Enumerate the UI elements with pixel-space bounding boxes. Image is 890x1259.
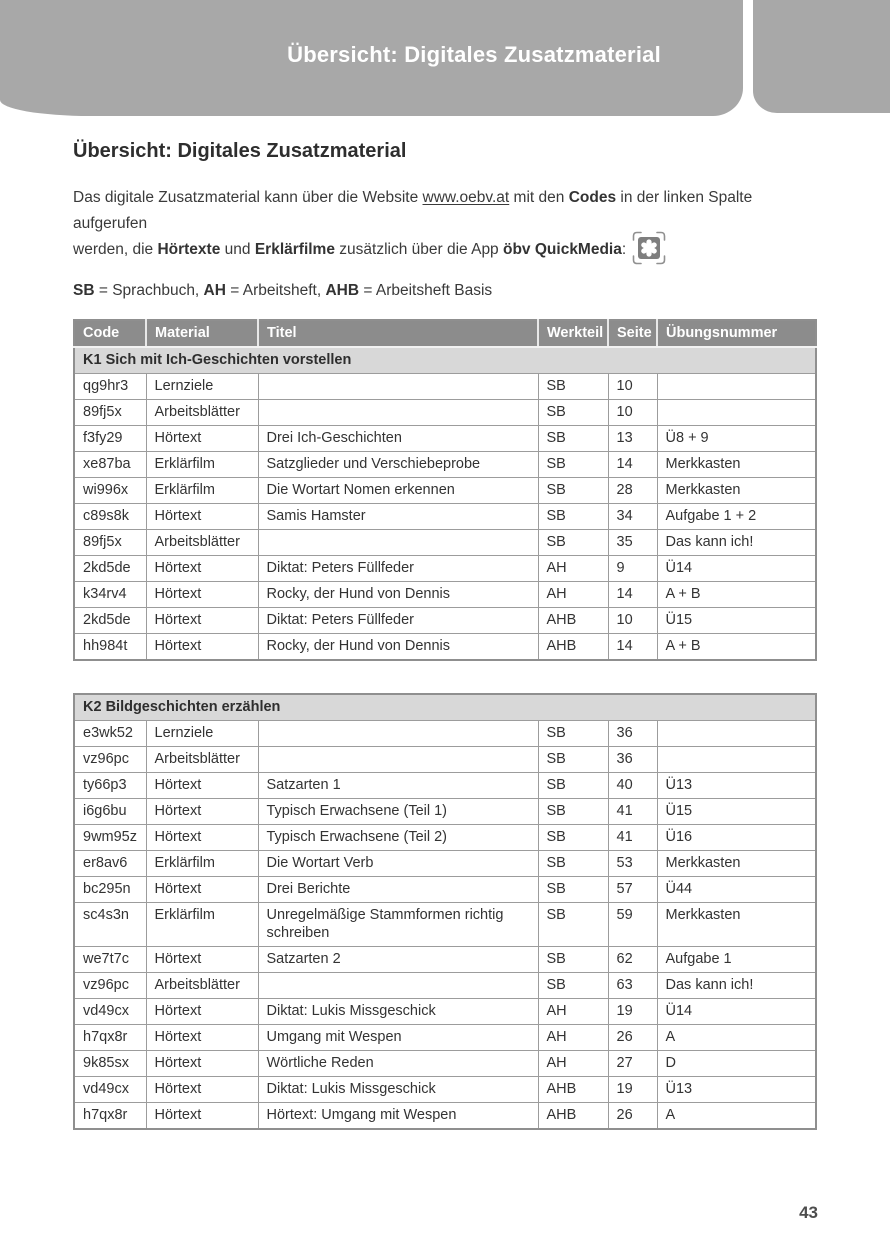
titel-cell: Wörtliche Reden <box>258 1051 538 1077</box>
material-cell: Hörtext <box>146 799 258 825</box>
legend-text: = Arbeitsheft Basis <box>359 282 493 299</box>
werkteil-cell: AHB <box>538 608 608 634</box>
code-cell: vd49cx <box>74 999 146 1025</box>
intro-paragraph <box>73 185 815 263</box>
titel-cell: Diktat: Lukis Missgeschick <box>258 1077 538 1103</box>
section-row-k1 <box>74 347 816 374</box>
oebv-website-link[interactable]: www.oebv.at <box>422 189 510 206</box>
table-row <box>74 1103 816 1130</box>
material-cell: Hörtext <box>146 1077 258 1103</box>
uebungsnummer-cell <box>657 374 816 400</box>
werkteil-cell: SB <box>538 400 608 426</box>
material-cell: Hörtext <box>146 504 258 530</box>
code-cell: 2kd5de <box>74 556 146 582</box>
table-row <box>74 556 816 582</box>
code-cell: qg9hr3 <box>74 374 146 400</box>
code-cell: i6g6bu <box>74 799 146 825</box>
titel-cell: Unregelmäßige Stammformen richtig schreiben <box>258 903 538 947</box>
werkteil-cell: SB <box>538 747 608 773</box>
werkteil-cell: AHB <box>538 1103 608 1130</box>
table-row <box>74 903 816 947</box>
table-row <box>74 747 816 773</box>
seite-cell: 14 <box>608 452 657 478</box>
table-row <box>74 877 816 903</box>
werkteil-cell: AH <box>538 1051 608 1077</box>
werkteil-cell: SB <box>538 504 608 530</box>
uebungsnummer-cell: Das kann ich! <box>657 530 816 556</box>
titel-cell: Hörtext: Umgang mit Wespen <box>258 1103 538 1130</box>
uebungsnummer-cell: Das kann ich! <box>657 973 816 999</box>
seite-cell: 9 <box>608 556 657 582</box>
seite-cell: 28 <box>608 478 657 504</box>
seite-cell: 26 <box>608 1103 657 1130</box>
code-cell: k34rv4 <box>74 582 146 608</box>
banner-title: Übersicht: Digitales Zusatzmaterial <box>287 42 661 67</box>
titel-cell: Diktat: Lukis Missgeschick <box>258 999 538 1025</box>
titel-cell: Diktat: Peters Füllfeder <box>258 608 538 634</box>
seite-cell: 41 <box>608 825 657 851</box>
column-header-titel: Titel <box>258 320 538 347</box>
seite-cell: 36 <box>608 747 657 773</box>
table-body-k2 <box>74 721 816 1130</box>
werkteil-cell: SB <box>538 973 608 999</box>
werkteil-cell: SB <box>538 877 608 903</box>
uebungsnummer-cell: Ü13 <box>657 1077 816 1103</box>
intro-text: in der linken Spalte aufgerufen <box>73 189 753 232</box>
code-cell: c89s8k <box>74 504 146 530</box>
titel-cell: Umgang mit Wespen <box>258 1025 538 1051</box>
werkteil-cell: SB <box>538 851 608 877</box>
quickmedia-app-icon <box>632 231 666 265</box>
uebungsnummer-cell: Ü13 <box>657 773 816 799</box>
titel-cell <box>258 721 538 747</box>
material-cell: Arbeitsblätter <box>146 747 258 773</box>
material-cell: Hörtext <box>146 1051 258 1077</box>
uebungsnummer-cell: Aufgabe 1 + 2 <box>657 504 816 530</box>
material-table-k1 <box>73 319 817 661</box>
section-title: K1 Sich mit Ich-Geschichten vorstellen <box>74 347 816 374</box>
code-cell: 9k85sx <box>74 1051 146 1077</box>
seite-cell: 63 <box>608 973 657 999</box>
material-cell: Hörtext <box>146 947 258 973</box>
code-cell: 9wm95z <box>74 825 146 851</box>
titel-cell: Die Wortart Verb <box>258 851 538 877</box>
table-row <box>74 721 816 747</box>
uebungsnummer-cell: Ü14 <box>657 556 816 582</box>
column-header-material: Material <box>146 320 258 347</box>
intro-text: werden, die <box>73 241 158 258</box>
table-row <box>74 1077 816 1103</box>
material-table-k2 <box>73 693 817 1130</box>
header-banner-tab <box>753 0 890 113</box>
column-header-code: Code <box>74 320 146 347</box>
werkteil-cell: SB <box>538 452 608 478</box>
abbreviation-legend <box>73 278 815 304</box>
titel-cell <box>258 530 538 556</box>
uebungsnummer-cell: A <box>657 1025 816 1051</box>
material-cell: Hörtext <box>146 634 258 661</box>
titel-cell: Satzarten 1 <box>258 773 538 799</box>
table-row <box>74 973 816 999</box>
table-row <box>74 400 816 426</box>
titel-cell: Drei Ich-Geschichten <box>258 426 538 452</box>
titel-cell: Diktat: Peters Füllfeder <box>258 556 538 582</box>
seite-cell: 10 <box>608 400 657 426</box>
titel-cell <box>258 400 538 426</box>
uebungsnummer-cell: A <box>657 1103 816 1130</box>
column-header-seite: Seite <box>608 320 657 347</box>
seite-cell: 19 <box>608 999 657 1025</box>
werkteil-cell: SB <box>538 903 608 947</box>
code-cell: f3fy29 <box>74 426 146 452</box>
werkteil-cell: AH <box>538 999 608 1025</box>
code-cell: hh984t <box>74 634 146 661</box>
content-area <box>73 140 815 1130</box>
section-title: K2 Bildgeschichten erzählen <box>74 694 816 721</box>
uebungsnummer-cell: Ü15 <box>657 799 816 825</box>
code-cell: e3wk52 <box>74 721 146 747</box>
werkteil-cell: SB <box>538 773 608 799</box>
table-row <box>74 799 816 825</box>
werkteil-cell: AH <box>538 556 608 582</box>
code-cell: ty66p3 <box>74 773 146 799</box>
uebungsnummer-cell: Ü15 <box>657 608 816 634</box>
material-cell: Lernziele <box>146 374 258 400</box>
page-title: Übersicht: Digitales Zusatzmaterial <box>73 140 407 162</box>
titel-cell <box>258 747 538 773</box>
seite-cell: 13 <box>608 426 657 452</box>
legend-ahb: AHB <box>325 282 360 299</box>
table-row <box>74 374 816 400</box>
seite-cell: 35 <box>608 530 657 556</box>
table-header <box>74 320 816 347</box>
table-row <box>74 825 816 851</box>
uebungsnummer-cell: Ü16 <box>657 825 816 851</box>
werkteil-cell: SB <box>538 825 608 851</box>
uebungsnummer-cell <box>657 400 816 426</box>
titel-cell: Rocky, der Hund von Dennis <box>258 582 538 608</box>
uebungsnummer-cell: Ü8 + 9 <box>657 426 816 452</box>
seite-cell: 57 <box>608 877 657 903</box>
material-cell: Erklärfilm <box>146 478 258 504</box>
titel-cell: Typisch Erwachsene (Teil 2) <box>258 825 538 851</box>
seite-cell: 36 <box>608 721 657 747</box>
material-cell: Lernziele <box>146 721 258 747</box>
seite-cell: 53 <box>608 851 657 877</box>
seite-cell: 41 <box>608 799 657 825</box>
seite-cell: 14 <box>608 582 657 608</box>
uebungsnummer-cell <box>657 721 816 747</box>
intro-bold-hoertexte: Hörtexte <box>157 241 221 258</box>
material-cell: Hörtext <box>146 426 258 452</box>
uebungsnummer-cell: Merkkasten <box>657 851 816 877</box>
section-row-k2 <box>74 694 816 721</box>
titel-cell <box>258 973 538 999</box>
code-cell: 89fj5x <box>74 400 146 426</box>
titel-cell: Rocky, der Hund von Dennis <box>258 634 538 661</box>
intro-text: zusätzlich über die App <box>334 241 503 258</box>
code-cell: 89fj5x <box>74 530 146 556</box>
material-cell: Arbeitsblätter <box>146 973 258 999</box>
material-cell: Hörtext <box>146 999 258 1025</box>
material-cell: Hörtext <box>146 877 258 903</box>
werkteil-cell: SB <box>538 530 608 556</box>
table-row <box>74 426 816 452</box>
code-cell: wi996x <box>74 478 146 504</box>
material-cell: Hörtext <box>146 1025 258 1051</box>
intro-bold-codes: Codes <box>568 189 617 206</box>
legend-sb: SB <box>73 282 95 299</box>
code-cell: h7qx8r <box>74 1103 146 1130</box>
code-cell: bc295n <box>74 877 146 903</box>
table-row <box>74 478 816 504</box>
code-cell: h7qx8r <box>74 1025 146 1051</box>
seite-cell: 19 <box>608 1077 657 1103</box>
intro-text: Das digitale Zusatzmaterial kann über die Website <box>73 189 423 206</box>
seite-cell: 27 <box>608 1051 657 1077</box>
material-cell: Hörtext <box>146 556 258 582</box>
code-cell: xe87ba <box>74 452 146 478</box>
uebungsnummer-cell: A + B <box>657 634 816 661</box>
code-cell: 2kd5de <box>74 608 146 634</box>
titel-cell: Samis Hamster <box>258 504 538 530</box>
material-cell: Arbeitsblätter <box>146 530 258 556</box>
seite-cell: 34 <box>608 504 657 530</box>
material-cell: Hörtext <box>146 1103 258 1130</box>
intro-text: und <box>220 241 255 258</box>
seite-cell: 26 <box>608 1025 657 1051</box>
table-row <box>74 947 816 973</box>
intro-text: mit den <box>509 189 569 206</box>
uebungsnummer-cell: Ü14 <box>657 999 816 1025</box>
werkteil-cell: SB <box>538 426 608 452</box>
code-cell: er8av6 <box>74 851 146 877</box>
titel-cell: Satzarten 2 <box>258 947 538 973</box>
werkteil-cell: SB <box>538 478 608 504</box>
material-cell: Hörtext <box>146 825 258 851</box>
table-row <box>74 452 816 478</box>
material-cell: Hörtext <box>146 608 258 634</box>
header-banner <box>0 0 743 116</box>
werkteil-cell: AHB <box>538 1077 608 1103</box>
table-row <box>74 504 816 530</box>
legend-text: = Arbeitsheft, <box>225 282 326 299</box>
titel-cell: Die Wortart Nomen erkennen <box>258 478 538 504</box>
code-cell: we7t7c <box>74 947 146 973</box>
uebungsnummer-cell: A + B <box>657 582 816 608</box>
column-header-werkteil: Werkteil <box>538 320 608 347</box>
material-cell: Erklärfilm <box>146 851 258 877</box>
table-row <box>74 634 816 661</box>
code-cell: vz96pc <box>74 973 146 999</box>
code-cell: vz96pc <box>74 747 146 773</box>
werkteil-cell: SB <box>538 799 608 825</box>
uebungsnummer-cell: Merkkasten <box>657 452 816 478</box>
page-number: 43 <box>799 1203 818 1222</box>
werkteil-cell: SB <box>538 374 608 400</box>
material-cell: Arbeitsblätter <box>146 400 258 426</box>
seite-cell: 59 <box>608 903 657 947</box>
uebungsnummer-cell: Merkkasten <box>657 903 816 947</box>
seite-cell: 10 <box>608 608 657 634</box>
werkteil-cell: AH <box>538 1025 608 1051</box>
table-row <box>74 582 816 608</box>
intro-bold-erklaerfilme: Erklärfilme <box>254 241 335 258</box>
seite-cell: 62 <box>608 947 657 973</box>
table-row <box>74 851 816 877</box>
uebungsnummer-cell: Merkkasten <box>657 478 816 504</box>
titel-cell: Satzglieder und Verschiebeprobe <box>258 452 538 478</box>
intro-text: : <box>621 241 627 258</box>
table-row <box>74 773 816 799</box>
werkteil-cell: SB <box>538 947 608 973</box>
legend-text: = Sprachbuch, <box>94 282 204 299</box>
seite-cell: 10 <box>608 374 657 400</box>
code-cell: vd49cx <box>74 1077 146 1103</box>
table-header-row <box>74 320 816 347</box>
intro-bold-app: öbv QuickMedia <box>503 241 622 258</box>
titel-cell: Typisch Erwachsene (Teil 1) <box>258 799 538 825</box>
table-row <box>74 999 816 1025</box>
table-row <box>74 530 816 556</box>
table-body-k1 <box>74 374 816 661</box>
column-header-uebungsnummer: Übungsnummer <box>657 320 816 347</box>
table-row <box>74 1051 816 1077</box>
code-cell: sc4s3n <box>74 903 146 947</box>
werkteil-cell: AHB <box>538 634 608 661</box>
uebungsnummer-cell: Ü44 <box>657 877 816 903</box>
table-row <box>74 608 816 634</box>
material-cell: Hörtext <box>146 773 258 799</box>
uebungsnummer-cell <box>657 747 816 773</box>
werkteil-cell: SB <box>538 721 608 747</box>
werkteil-cell: AH <box>538 582 608 608</box>
seite-cell: 40 <box>608 773 657 799</box>
seite-cell: 14 <box>608 634 657 661</box>
table-row <box>74 1025 816 1051</box>
material-cell: Erklärfilm <box>146 452 258 478</box>
uebungsnummer-cell: D <box>657 1051 816 1077</box>
titel-cell: Drei Berichte <box>258 877 538 903</box>
material-cell: Erklärfilm <box>146 903 258 947</box>
legend-ah: AH <box>203 282 226 299</box>
uebungsnummer-cell: Aufgabe 1 <box>657 947 816 973</box>
titel-cell <box>258 374 538 400</box>
material-cell: Hörtext <box>146 582 258 608</box>
